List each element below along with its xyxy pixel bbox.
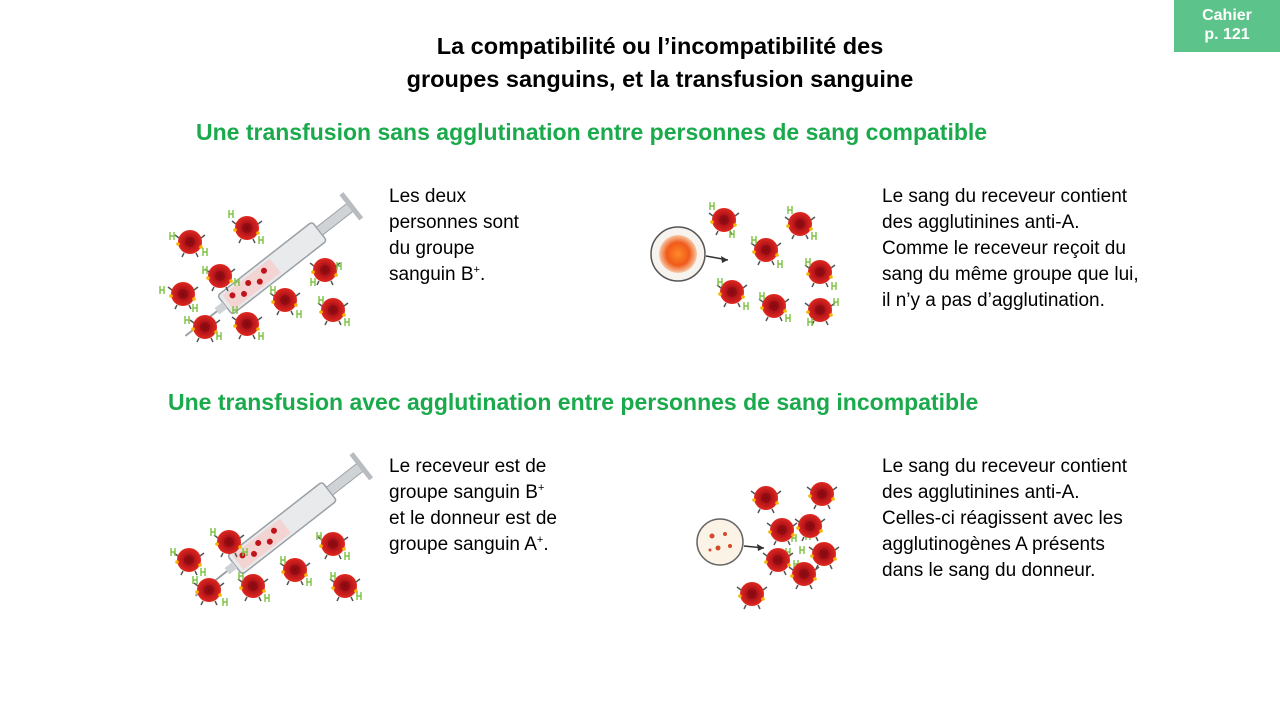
text-span: . [479, 264, 486, 285]
text-line: il n’y a pas d’agglutination. [882, 290, 1105, 311]
petri-dish-icon [697, 519, 743, 565]
text-line: et le donneur est de [389, 508, 557, 529]
text-line: des agglutinines anti-A. [882, 212, 1080, 233]
text-span: groupe sanguin A [389, 534, 537, 555]
text-span: sanguin B [389, 264, 474, 285]
text-line: des agglutinines anti-A. [882, 482, 1080, 503]
text-span: groupe sanguin B [389, 482, 538, 503]
text-line: Les deux [389, 186, 467, 207]
badge-page: p. 121 [1204, 26, 1250, 43]
text-line: Celles-ci réagissent avec les [882, 508, 1123, 529]
badge-label: Cahier [1202, 7, 1252, 24]
syringe-cells-illustration-compatible [155, 190, 365, 345]
receiver-cells-illustration-compatible [648, 190, 848, 330]
section-heading-incompatible: Une transfusion avec agglutination entre personnes de sang incompatible [168, 389, 979, 415]
superscript: + [537, 482, 545, 494]
incompatible-receiver-text [882, 454, 1127, 584]
text-line: Le sang du receveur contient [882, 186, 1128, 207]
text-line: Comme le receveur reçoit du [882, 238, 1126, 259]
superscript: + [473, 264, 480, 276]
compatible-donor-text [389, 184, 519, 288]
compatible-receiver-text [882, 184, 1139, 314]
text-line: du groupe [389, 238, 475, 259]
page-title-line-2: groupes sanguins, et la transfusion sanguine [406, 66, 914, 92]
text-line [389, 262, 519, 288]
page-title-line-1: La compatibilité ou l’incompatibilité des [436, 33, 884, 59]
text-line: Le sang du receveur contient [882, 456, 1128, 477]
text-line: Le receveur est de [389, 456, 547, 477]
workbook-page-badge [1174, 0, 1280, 52]
text-line: sang du même groupe que lui, [882, 264, 1139, 285]
syringe-cells-illustration-incompatible [165, 460, 370, 610]
incompatible-donor-text [389, 454, 557, 558]
text-line: dans le sang du donneur. [882, 560, 1096, 581]
text-line: agglutinogènes A présents [882, 534, 1105, 555]
receiver-cells-illustration-incompatible [692, 478, 852, 613]
text-line: personnes sont [389, 212, 519, 233]
page-title [300, 30, 1020, 96]
superscript: + [536, 534, 544, 546]
text-line [389, 480, 557, 506]
section-heading-compatible: Une transfusion sans agglutination entre personnes de sang compatible [196, 119, 988, 145]
text-span: . [543, 534, 549, 555]
text-line [389, 532, 557, 558]
